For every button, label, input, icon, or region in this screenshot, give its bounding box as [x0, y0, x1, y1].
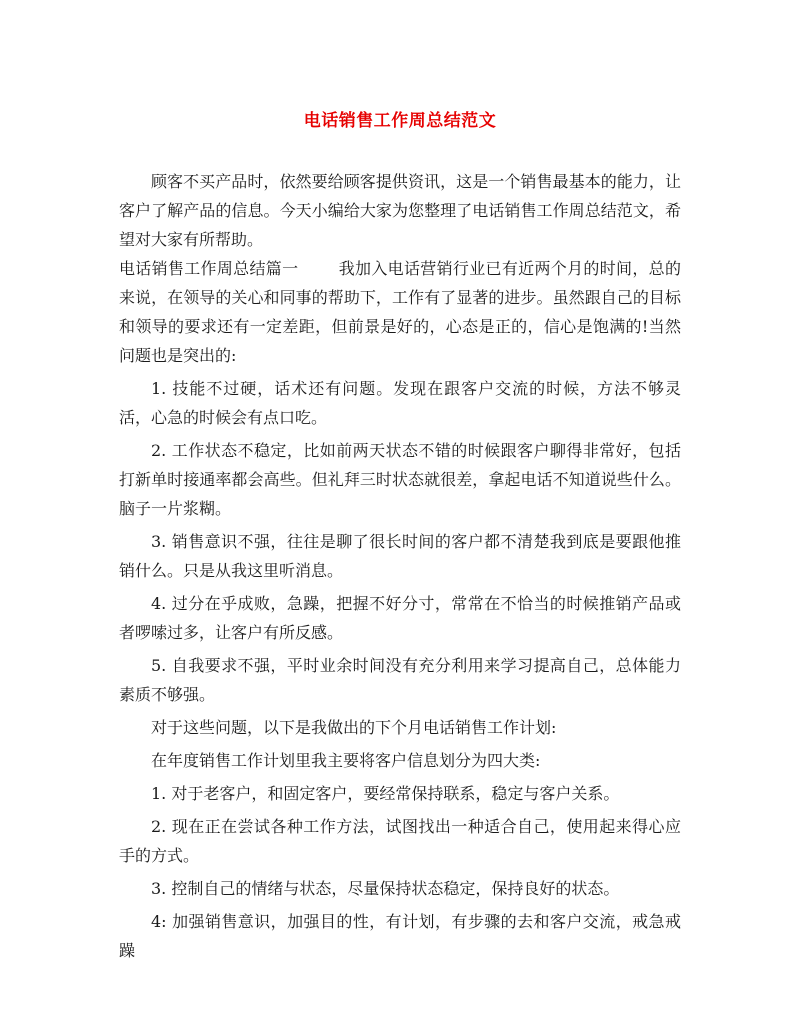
problem-item-2: 2. 工作状态不稳定，比如前两天状态不错的时候跟客户聊得非常好，包括打新单时接通率都会高些。但礼拜三时状态就很差，拿起电话不知道说些什么。脑子一片浆糊。 — [119, 441, 681, 518]
plan-item-4: 4: 加强销售意识，加强目的性，有计划，有步骤的去和客户交流，戒急戒躁 — [119, 912, 681, 960]
intro-paragraph: 顾客不买产品时，依然要给顾客提供资讯，这是一个销售最基本的能力，让客户了解产品的信息。今天小编给大家为您整理了电话销售工作周总结范文，希望对大家有所帮助。 — [119, 172, 681, 249]
document-body — [119, 167, 681, 965]
problem-item-5: 5. 自我要求不强，平时业余时间没有充分利用来学习提高自己，总体能力素质不够强。 — [119, 656, 681, 704]
problem-item-3: 3. 销售意识不强，往往是聊了很长时间的客户都不清楚我到底是要跟他推销什么。只是从我这里听消息。 — [119, 532, 681, 580]
plan-intro-2: 在年度销售工作计划里我主要将客户信息划分为四大类: — [151, 751, 541, 770]
plan-item-3: 3. 控制自己的情绪与状态，尽量保持状态稳定，保持良好的状态。 — [151, 879, 620, 898]
problem-item-4: 4. 过分在乎成败，急躁，把握不好分寸，常常在不恰当的时候推销产品或者啰嗦过多，让客户有所反感。 — [119, 594, 681, 642]
section1-paragraph — [119, 254, 681, 370]
section1-heading: 电话销售工作周总结篇一 — [119, 259, 299, 278]
document-title: 电话销售工作周总结范文 — [303, 111, 497, 131]
plan-item-1: 1. 对于老客户，和固定客户，要经常保持联系，稳定与客户关系。 — [151, 784, 620, 803]
plan-intro: 对于这些问题，以下是我做出的下个月电话销售工作计划: — [151, 718, 557, 737]
section1-text: 我加入电话营销行业已有近两个月的时间，总的来说，在领导的关心和同事的帮助下，工作有了显著的进步。虽然跟自己的目标和领导的要求还有一定差距，但前景是好的，心态是正的，信心是饱满的!当然问题也是突出的: — [119, 259, 681, 365]
problem-item-1: 1. 技能不过硬，话术还有问题。发现在跟客户交流的时候，方法不够灵活，心急的时候会有点口吃。 — [119, 379, 681, 427]
plan-item-2: 2. 现在正在尝试各种工作方法，试图找出一种适合自己，使用起来得心应手的方式。 — [119, 817, 681, 865]
